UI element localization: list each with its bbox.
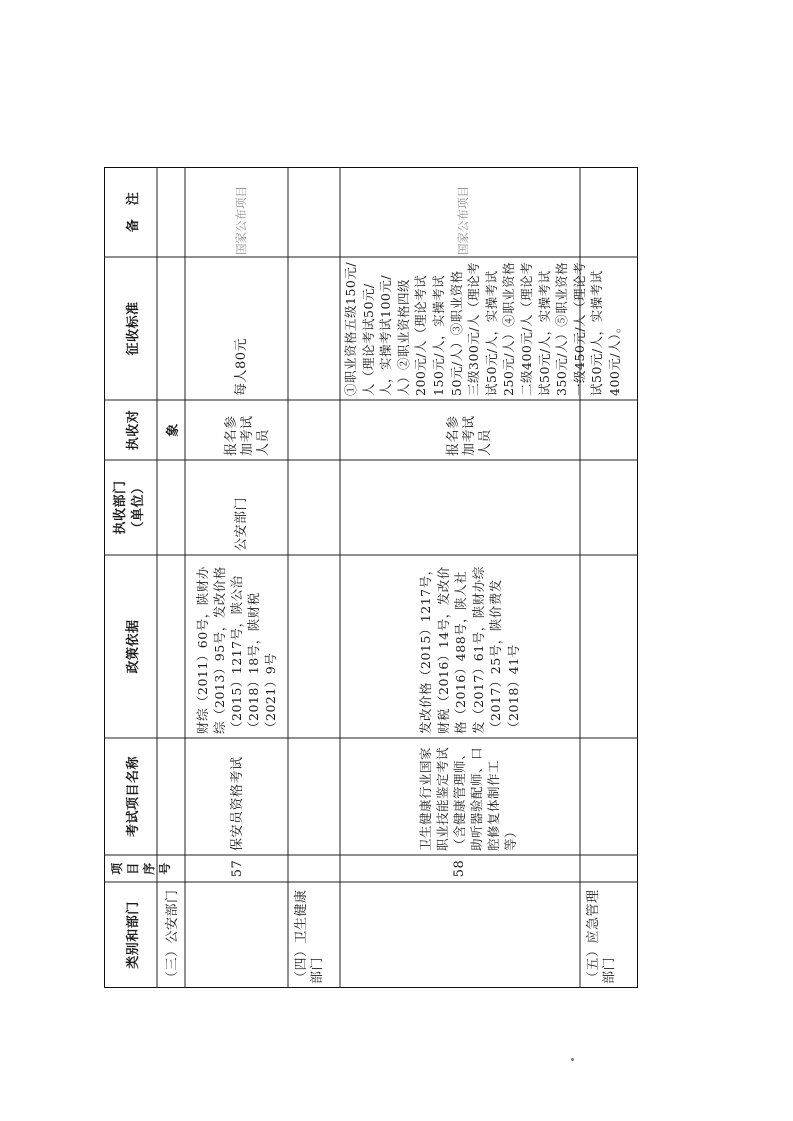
section-health: （四）卫生健康部门 (294, 889, 325, 984)
row-58-remarks: 国家公布项目 (456, 186, 470, 255)
row-58-standard: ①职业资格五级150元/人（理论考试50元/人，实操考试100元/人）②职业资格四级200元/人（理论考试150元/人，实操考试50元/人）③职业资格三级300元/人（理论考试50元/人，实操考试250元/人）④职业资格二级400元/人（理论考试50元/人，实操考试350元/人）⑤职业资格一级450元/人（理论考试50元/人，实操考试400元/人）。 (343, 261, 622, 396)
section-public-security: （三）公安部门 (165, 889, 180, 984)
header-dept: 执收部门（单位） (113, 480, 146, 535)
scan-speck (571, 1058, 574, 1061)
header-remarks: 备 注 (126, 191, 141, 233)
row-57-item-name: 保安员资格考试 (230, 756, 245, 851)
row-58-seq: 58 (452, 859, 467, 878)
header-category: 类别和部门 (126, 901, 141, 969)
row-57-seq: 57 (230, 859, 245, 878)
row-58-policy: 发改价格（2015）1217号，财税（2016）14号，发改价格（2016）488号，陕人社发（2017）61号，陕财办综（2017）25号，陕价费发（2018）41号 (418, 562, 521, 734)
row-57-target: 报名参加考试人员 (224, 415, 271, 456)
header-seq: 项目序号 (110, 862, 172, 875)
section-emergency: （五）应急管理部门 (586, 889, 617, 984)
row-57-remarks: 国家公布项目 (234, 186, 248, 255)
row-57-policy: 财综（2011）60号，陕财办综（2013）95号，发改价格（2015）1217号，陕公治（2018）18号，陕财税（2021）9号 (195, 566, 278, 734)
row-58-item-name: 卫生健康行业国家职业技能鉴定考试（含健康管理师、助听器验配师、口腔修复体制作工等） (418, 746, 518, 851)
header-policy: 政策依据 (126, 619, 141, 674)
row-58-target: 报名参加考试人员 (446, 415, 493, 456)
row-58-dept (440, 460, 462, 555)
header-item-name: 考试项目名称 (126, 756, 141, 838)
row-57-standard: 每人80元 (234, 337, 249, 396)
header-standard: 征收标准 (126, 301, 141, 356)
row-57-dept: 公安部门 (234, 496, 249, 551)
header-target: 执收对象 (126, 409, 181, 451)
